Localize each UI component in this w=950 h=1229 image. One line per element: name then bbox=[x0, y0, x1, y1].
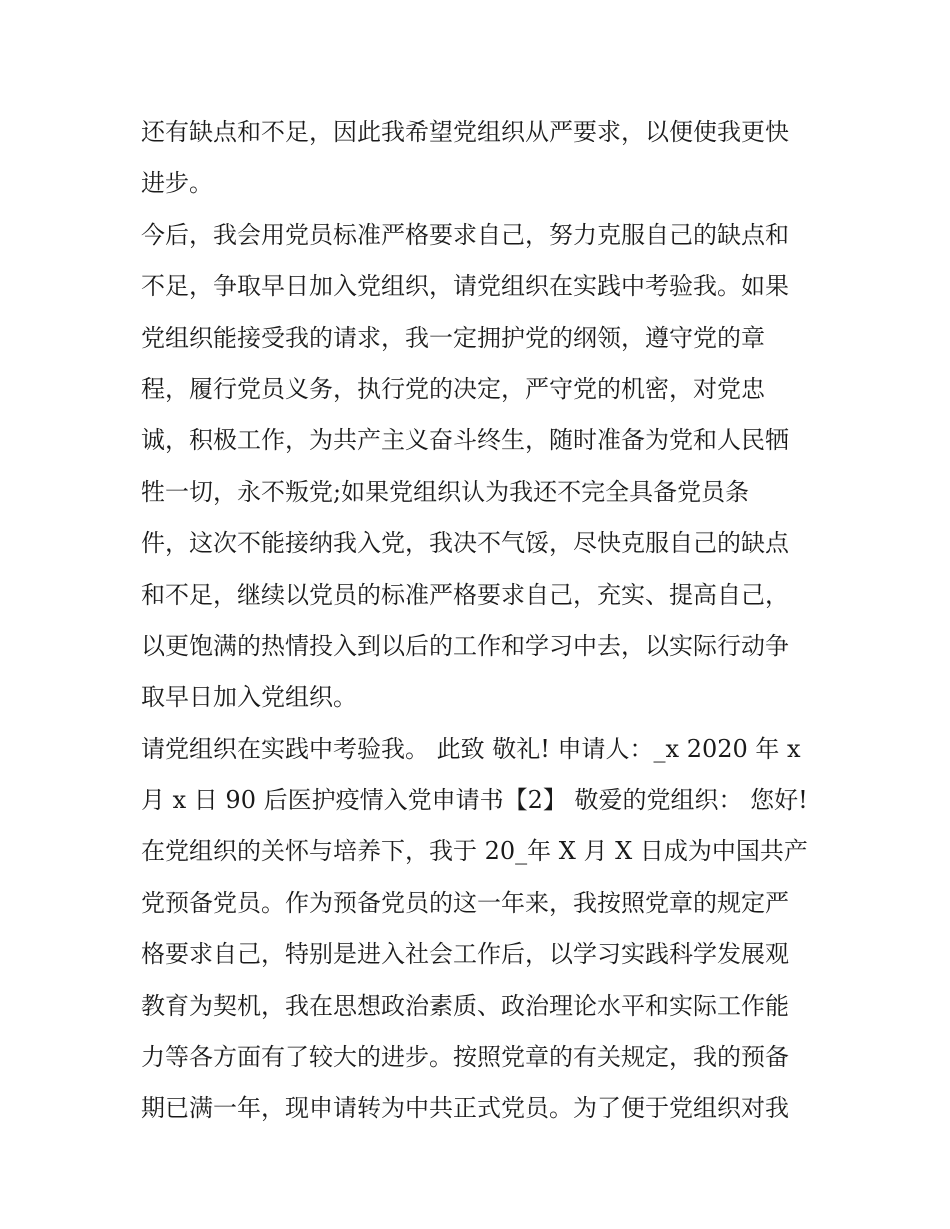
text-line: 不足，争取早日加入党组织，请党组织在实践中考验我。如果 bbox=[141, 272, 789, 301]
text-line: 期已满一年，现申请转为中共正式党员。为了便于党组织对我 bbox=[141, 1094, 789, 1123]
text-line: 请党组织在实践中考验我。 此致 敬礼! 申请人：_x 2020 年 x bbox=[141, 734, 801, 763]
text-line: 取早日加入党组织。 bbox=[141, 683, 357, 712]
text-line: 以更饱满的热情投入到以后的工作和学习中去，以实际行动争 bbox=[141, 631, 789, 660]
text-line: 党预备党员。作为预备党员的这一年来，我按照党章的规定严 bbox=[141, 888, 789, 917]
text-line: 今后，我会用党员标准严格要求自己，努力克服自己的缺点和 bbox=[141, 220, 789, 249]
text-line: 牲一切，永不叛党;如果党组织认为我还不完全具备党员条 bbox=[141, 477, 750, 506]
text-line: 月 x 日 90 后医护疫情入党申请书【2】 敬爱的党组织： 您好! bbox=[141, 786, 808, 815]
text-line: 格要求自己，特别是进入社会工作后，以学习实践科学发展观 bbox=[141, 940, 789, 969]
text-line: 程，履行党员义务，执行党的决定，严守党的机密，对党忠 bbox=[141, 374, 765, 403]
text-line: 教育为契机，我在思想政治素质、政治理论水平和实际工作能 bbox=[141, 991, 789, 1020]
text-line: 和不足，继续以党员的标准严格要求自己，充实、提高自己， bbox=[141, 580, 789, 609]
text-line: 诚，积极工作，为共产主义奋斗终生，随时准备为党和人民牺 bbox=[141, 426, 789, 455]
text-line: 力等各方面有了较大的进步。按照党章的有关规定，我的预备 bbox=[141, 1043, 789, 1072]
text-line: 党组织能接受我的请求，我一定拥护党的纲领，遵守党的章 bbox=[141, 323, 765, 352]
text-line: 进步。 bbox=[141, 169, 213, 198]
text-line: 件，这次不能接纳我入党，我决不气馁，尽快克服自己的缺点 bbox=[141, 529, 789, 558]
document-body bbox=[141, 107, 821, 1135]
text-line: 还有缺点和不足，因此我希望党组织从严要求，以便使我更快 bbox=[141, 118, 789, 146]
text-line: 在党组织的关怀与培养下，我于 20_年 X 月 X 日成为中国共产 bbox=[141, 837, 808, 866]
